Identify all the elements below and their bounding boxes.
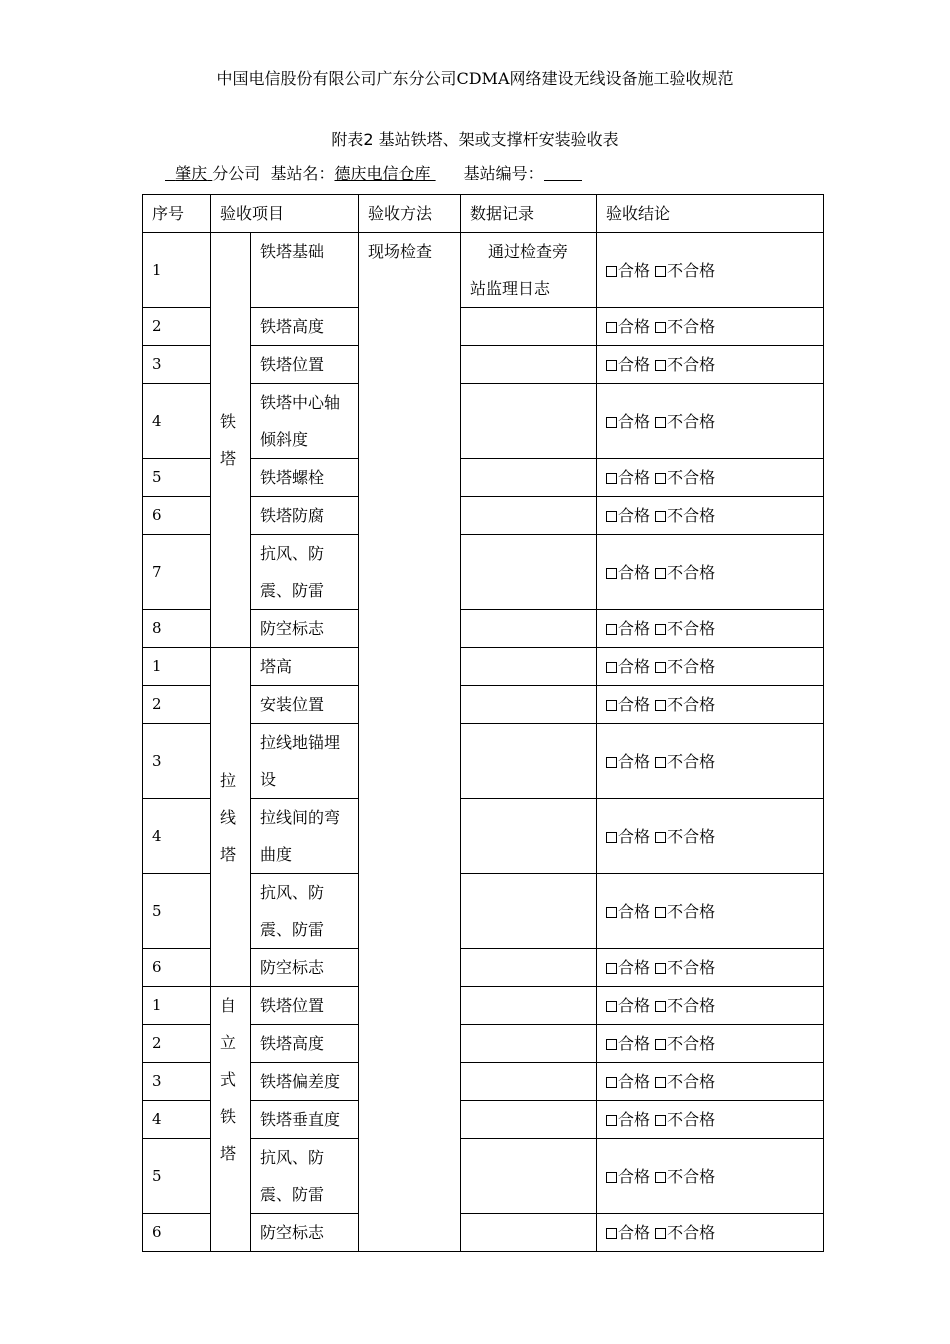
group-label-char: 线: [220, 807, 237, 827]
pass-label: 合格: [618, 317, 651, 336]
fail-label: 不合格: [667, 468, 716, 487]
row-seq: 2: [143, 308, 211, 346]
pass-label: 合格: [618, 901, 651, 921]
fail-label: 不合格: [667, 411, 716, 431]
group-label-char: 铁: [220, 1107, 237, 1126]
record-cell[interactable]: [461, 459, 597, 497]
row-item-line: 安装位置: [260, 695, 325, 714]
conclusion-cell: [597, 724, 824, 799]
station-info-line: [165, 161, 582, 184]
group-label-char: 铁: [220, 412, 237, 431]
row-item-line: 抗风、防: [260, 883, 325, 902]
pass-label: 合格: [618, 1072, 651, 1091]
fail-label: 不合格: [667, 751, 716, 771]
fail-checkbox[interactable]: [655, 266, 666, 277]
row-item: [251, 610, 359, 648]
row-seq: 6: [143, 497, 211, 535]
row-item-line: 震、防雷: [260, 920, 325, 939]
pass-label: 合格: [618, 1034, 651, 1053]
table-row: [143, 987, 824, 1025]
record-cell[interactable]: [461, 308, 597, 346]
pass-checkbox[interactable]: [606, 360, 617, 371]
pass-label: 合格: [618, 355, 651, 374]
pass-checkbox[interactable]: [606, 1172, 617, 1183]
fail-label: 不合格: [667, 1166, 716, 1186]
pass-label: 合格: [618, 468, 651, 487]
fail-checkbox[interactable]: [655, 568, 666, 579]
fail-label: 不合格: [667, 317, 716, 336]
conclusion-cell: [597, 874, 824, 949]
conclusion-cell: [597, 346, 824, 384]
conclusion-cell: [597, 308, 824, 346]
fail-checkbox[interactable]: [655, 417, 666, 428]
branch-value[interactable]: 肇庆: [175, 164, 208, 183]
row-item: [251, 686, 359, 724]
row-item-line: 铁塔位置: [260, 996, 325, 1015]
record-cell[interactable]: [461, 874, 597, 949]
pass-checkbox[interactable]: [606, 963, 617, 974]
conclusion-cell: [597, 1139, 824, 1214]
conclusion-cell: [597, 384, 824, 459]
header-record: 数据记录: [461, 195, 597, 233]
pass-label: 合格: [618, 657, 651, 676]
group-label-char: 拉: [220, 770, 237, 790]
row-seq: 7: [143, 535, 211, 610]
conclusion-cell: [597, 987, 824, 1025]
conclusion-cell: [597, 1214, 824, 1252]
row-item: [251, 799, 359, 874]
row-item: [251, 1063, 359, 1101]
group-label-char: 立: [220, 1033, 237, 1052]
pass-checkbox[interactable]: [606, 1039, 617, 1050]
row-item: [251, 1101, 359, 1139]
fail-checkbox[interactable]: [655, 322, 666, 333]
fail-label: 不合格: [667, 506, 716, 525]
row-item-line: 曲度: [260, 845, 293, 864]
conclusion-cell: [597, 1101, 824, 1139]
row-item-line: 防空标志: [260, 619, 325, 638]
pass-checkbox[interactable]: [606, 1077, 617, 1088]
table-header-row: [143, 195, 824, 233]
row-seq: 5: [143, 459, 211, 497]
row-item-line: 铁塔偏差度: [260, 1072, 341, 1091]
row-item: [251, 346, 359, 384]
record-cell[interactable]: [461, 987, 597, 1025]
fail-label: 不合格: [667, 1110, 716, 1129]
record-cell[interactable]: [461, 346, 597, 384]
group-label-char: 式: [220, 1070, 237, 1089]
row-item: [251, 1025, 359, 1063]
header-method: 验收方法: [359, 195, 461, 233]
record-cell[interactable]: [461, 724, 597, 799]
row-item: [251, 648, 359, 686]
fail-label: 不合格: [667, 619, 716, 638]
station-name-label: 基站名：: [270, 164, 335, 183]
row-seq: 2: [143, 1025, 211, 1063]
pass-label: 合格: [618, 751, 651, 771]
group-label-char: 塔: [220, 449, 237, 468]
row-item-line: 铁塔防腐: [260, 506, 325, 525]
pass-checkbox[interactable]: [606, 757, 617, 768]
pass-label: 合格: [618, 996, 651, 1015]
pass-checkbox[interactable]: [606, 511, 617, 522]
conclusion-cell: [597, 949, 824, 987]
fail-label: 不合格: [667, 260, 716, 280]
fail-checkbox[interactable]: [655, 662, 666, 673]
row-seq: 3: [143, 346, 211, 384]
conclusion-cell: [597, 535, 824, 610]
record-cell[interactable]: [461, 1214, 597, 1252]
row-item-line: 震、防雷: [260, 1185, 325, 1204]
pass-label: 合格: [618, 1110, 651, 1129]
row-seq: 5: [143, 1139, 211, 1214]
fail-label: 不合格: [667, 355, 716, 374]
row-seq: 3: [143, 724, 211, 799]
row-item-line: 抗风、防: [260, 544, 325, 563]
row-seq: 5: [143, 874, 211, 949]
group-label-char: 自: [220, 996, 237, 1015]
row-item: [251, 724, 359, 799]
fail-label: 不合格: [667, 1072, 716, 1091]
record-cell[interactable]: [461, 949, 597, 987]
row-seq: 1: [143, 233, 211, 308]
pass-checkbox[interactable]: [606, 1001, 617, 1012]
pass-label: 合格: [618, 958, 651, 977]
record-cell[interactable]: [461, 686, 597, 724]
pass-label: 合格: [618, 826, 651, 846]
row-seq: 4: [143, 799, 211, 874]
row-item-line: 拉线地锚埋: [260, 733, 341, 752]
fail-checkbox[interactable]: [655, 700, 666, 711]
header-seq: 序号: [143, 195, 211, 233]
fail-checkbox[interactable]: [655, 1115, 666, 1126]
fail-label: 不合格: [667, 695, 716, 714]
pass-label: 合格: [618, 1166, 651, 1186]
fail-checkbox[interactable]: [655, 624, 666, 635]
group-label-char: 塔: [220, 1144, 237, 1163]
pass-label: 合格: [618, 619, 651, 638]
group-label-guyed: [211, 648, 251, 987]
conclusion-cell: [597, 686, 824, 724]
row-seq: 4: [143, 384, 211, 459]
fail-label: 不合格: [667, 1034, 716, 1053]
conclusion-cell: [597, 233, 824, 308]
conclusion-cell: [597, 799, 824, 874]
fail-label: 不合格: [667, 1223, 716, 1242]
row-item: [251, 1214, 359, 1252]
row-item: [251, 1139, 359, 1214]
pass-checkbox[interactable]: [606, 568, 617, 579]
fail-checkbox[interactable]: [655, 907, 666, 918]
row-item: [251, 874, 359, 949]
row-seq: 4: [143, 1101, 211, 1139]
conclusion-cell: [597, 1063, 824, 1101]
row-seq: 2: [143, 686, 211, 724]
record-cell[interactable]: [461, 610, 597, 648]
row-item-line: 铁塔高度: [260, 1034, 325, 1053]
fail-label: 不合格: [667, 562, 716, 582]
fail-checkbox[interactable]: [655, 1001, 666, 1012]
group-label-tower: [211, 233, 251, 648]
fail-checkbox[interactable]: [655, 1228, 666, 1239]
fail-checkbox[interactable]: [655, 360, 666, 371]
fail-checkbox[interactable]: [655, 511, 666, 522]
conclusion-cell: [597, 459, 824, 497]
row-item-line: 防空标志: [260, 1223, 325, 1242]
record-cell[interactable]: [461, 1025, 597, 1063]
fail-label: 不合格: [667, 657, 716, 676]
fail-checkbox[interactable]: [655, 832, 666, 843]
fail-checkbox[interactable]: [655, 1039, 666, 1050]
pass-checkbox[interactable]: [606, 473, 617, 484]
row-item: [251, 535, 359, 610]
station-name-value[interactable]: 德庆电信仓库: [334, 164, 431, 183]
conclusion-cell: [597, 610, 824, 648]
fail-label: 不合格: [667, 901, 716, 921]
record-text-line: 站监理日志: [470, 279, 551, 298]
pass-checkbox[interactable]: [606, 322, 617, 333]
table-title: 附表2 基站铁塔、架或支撑杆安装验收表: [331, 130, 619, 149]
header-item: 验收项目: [211, 195, 359, 233]
row-item-line: 塔高: [260, 657, 293, 676]
method-cell: 现场检查: [359, 233, 461, 1252]
record-cell[interactable]: [461, 1139, 597, 1214]
row-item-line: 铁塔位置: [260, 355, 325, 374]
row-item: [251, 233, 359, 308]
fail-checkbox[interactable]: [655, 963, 666, 974]
row-item: [251, 459, 359, 497]
row-seq: 3: [143, 1063, 211, 1101]
station-id-field[interactable]: [544, 166, 582, 181]
row-item-line: 震、防雷: [260, 581, 325, 600]
pass-checkbox[interactable]: [606, 662, 617, 673]
fail-checkbox[interactable]: [655, 757, 666, 768]
pass-label: 合格: [618, 260, 651, 280]
table-row: [143, 233, 824, 308]
row-item: [251, 497, 359, 535]
pass-checkbox[interactable]: [606, 1115, 617, 1126]
row-item: [251, 308, 359, 346]
pass-checkbox[interactable]: [606, 266, 617, 277]
pass-label: 合格: [618, 506, 651, 525]
pass-checkbox[interactable]: [606, 907, 617, 918]
pass-checkbox[interactable]: [606, 624, 617, 635]
fail-checkbox[interactable]: [655, 1172, 666, 1183]
station-id-label: 基站编号：: [463, 164, 544, 183]
fail-checkbox[interactable]: [655, 473, 666, 484]
group-label-self: [211, 987, 251, 1252]
header-conclusion: 验收结论: [597, 195, 824, 233]
record-cell[interactable]: [461, 1101, 597, 1139]
record-text-line: 通过检查旁: [488, 242, 569, 261]
row-item-line: 铁塔中心轴: [260, 393, 341, 412]
pass-checkbox[interactable]: [606, 700, 617, 711]
row-item: [251, 949, 359, 987]
row-seq: 8: [143, 610, 211, 648]
branch-label: 分公司: [212, 164, 261, 183]
record-cell[interactable]: [461, 648, 597, 686]
acceptance-table: [142, 194, 824, 1252]
pass-checkbox[interactable]: [606, 417, 617, 428]
record-cell[interactable]: [461, 233, 597, 308]
row-item-line: 铁塔基础: [260, 242, 325, 261]
row-item-line: 设: [260, 770, 277, 789]
record-cell[interactable]: [461, 384, 597, 459]
row-seq: 1: [143, 987, 211, 1025]
row-item: [251, 384, 359, 459]
pass-label: 合格: [618, 695, 651, 714]
row-item: [251, 987, 359, 1025]
group-label-char: 塔: [220, 844, 237, 864]
row-seq: 6: [143, 949, 211, 987]
fail-label: 不合格: [667, 958, 716, 977]
record-cell[interactable]: [461, 497, 597, 535]
row-item-line: 铁塔高度: [260, 317, 325, 336]
fail-label: 不合格: [667, 826, 716, 846]
row-item-line: 拉线间的弯: [260, 808, 341, 827]
row-seq: 6: [143, 1214, 211, 1252]
table-row: [143, 648, 824, 686]
pass-checkbox[interactable]: [606, 1228, 617, 1239]
pass-label: 合格: [618, 1223, 651, 1242]
conclusion-cell: [597, 1025, 824, 1063]
pass-label: 合格: [618, 411, 651, 431]
row-item-line: 铁塔螺栓: [260, 468, 325, 487]
row-item-line: 倾斜度: [260, 430, 309, 449]
record-cell[interactable]: [461, 799, 597, 874]
record-cell[interactable]: [461, 535, 597, 610]
document-header: 中国电信股份有限公司广东分公司CDMA网络建设无线设备施工验收规范: [216, 69, 734, 88]
row-item-line: 防空标志: [260, 958, 325, 977]
fail-checkbox[interactable]: [655, 1077, 666, 1088]
record-cell[interactable]: [461, 1063, 597, 1101]
conclusion-cell: [597, 648, 824, 686]
row-item-line: 铁塔垂直度: [260, 1110, 341, 1129]
pass-label: 合格: [618, 562, 651, 582]
fail-label: 不合格: [667, 996, 716, 1015]
conclusion-cell: [597, 497, 824, 535]
row-seq: 1: [143, 648, 211, 686]
row-item-line: 抗风、防: [260, 1148, 325, 1167]
pass-checkbox[interactable]: [606, 832, 617, 843]
